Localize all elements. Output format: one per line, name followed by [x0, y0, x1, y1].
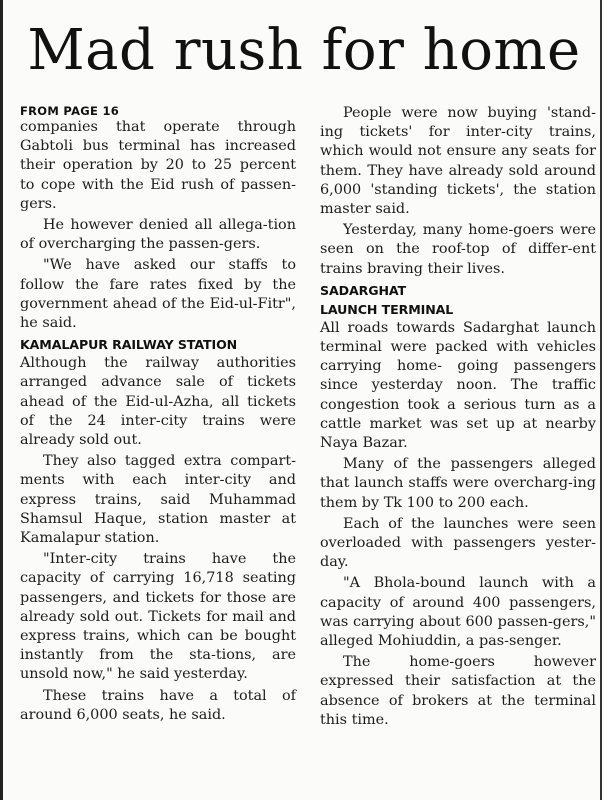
- article-paragraph: People were now buying 'stand-ing tickets' for inter-city trains, which would not ensure any seats for them. They have already sold around 6,000 'standing tickets', the station master said.: [320, 105, 596, 218]
- article-paragraph: companies that operate through Gabtoli bus terminal has increased their operation by 20 to 25 percent to cope with the Eid rush of passen-gers.: [20, 119, 296, 212]
- continuation-kicker: FROM PAGE 16: [20, 104, 120, 118]
- section-subhead-sadarghat-line2: LAUNCH TERMINAL: [320, 301, 454, 317]
- article-paragraph: "We have asked our staffs to follow the fare rates fixed by the government ahead of the Eid-ul-Fitr", he said.: [20, 257, 296, 332]
- article-paragraph: Yesterday, many home-goers were seen on the roof-top of differ-ent trains braving their lives.: [320, 222, 596, 277]
- article-column-right: [320, 104, 596, 732]
- article-paragraph: He however denied all allega-tion of overcharging the passen-gers.: [20, 217, 296, 253]
- article-paragraph: These trains have a total of around 6,000 seats, he said.: [20, 687, 296, 723]
- article-paragraph: All roads towards Sadarghat launch terminal were packed with vehicles carrying home- going passengers since yesterday noon. The traffic congestion took a serious turn as a cattle market was set up at nearby Naya Bazar.: [320, 319, 596, 452]
- section-subhead-sadarghat-line1: SADARGHAT: [320, 282, 407, 298]
- article-paragraph: Many of the passengers alleged that launch staffs were overcharg-ing them by Tk 100 to 200 each.: [320, 456, 596, 511]
- article-paragraph: "Inter-city trains have the capacity of carrying 16,718 seating passengers, and tickets for those are already sold out. Tickets for mail and express trains, which can be bought instantly from the sta-tions, are unsold now," he said yesterday.: [20, 551, 296, 683]
- article-column-left: [20, 104, 296, 727]
- article-paragraph: They also tagged extra compart-ments with each inter-city and express trains, said Muhammad Shamsul Haque, station master at Kamalapur station.: [20, 453, 296, 547]
- article-paragraph: The home-goers however expressed their satisfaction at the absence of brokers at the terminal this time.: [320, 654, 596, 728]
- section-subhead-kamalapur: KAMALAPUR RAILWAY STATION: [20, 337, 238, 353]
- article-paragraph: Although the railway authorities arranged advance sale of tickets ahead of the Eid-ul-Azha, all tickets of the 24 inter-city trains were already sold out.: [20, 355, 296, 449]
- headline: Mad rush for home: [27, 18, 581, 83]
- article-paragraph: Each of the launches were seen overloaded with passengers yester-day.: [320, 515, 596, 571]
- article-paragraph: "A Bhola-bound launch with a capacity of around 400 passengers, was carrying about 600 passen-gers," alleged Mohiuddin, a pas-senger.: [320, 575, 596, 650]
